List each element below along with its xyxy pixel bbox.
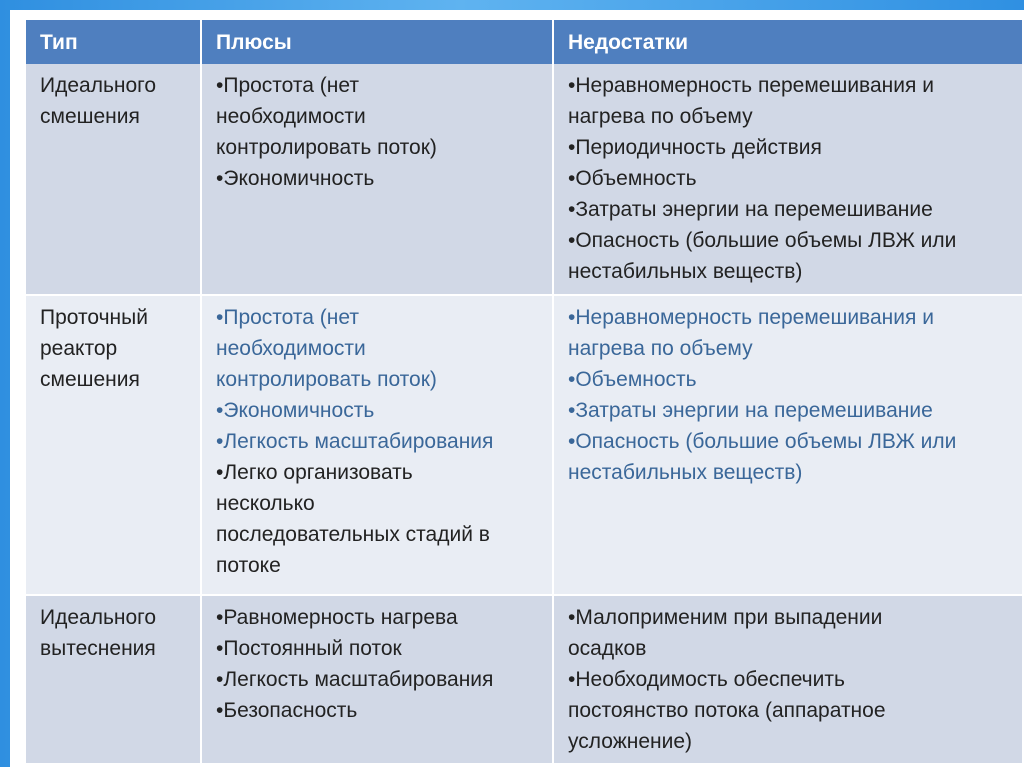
cons-line: •Неравномерность перемешивания и xyxy=(568,74,934,97)
pros-cell xyxy=(201,295,553,595)
pros-line: •Экономичность xyxy=(216,167,375,190)
cons-cell xyxy=(553,295,1022,595)
cons-line: •Необходимость обеспечить xyxy=(568,668,845,691)
comparison-table xyxy=(26,20,1022,765)
table-row xyxy=(26,295,1022,595)
pros-line: несколько xyxy=(216,492,315,515)
slide xyxy=(10,10,1024,767)
cons-line: •Неравномерность перемешивания и xyxy=(568,306,934,329)
pros-line: •Простота (нет xyxy=(216,306,359,329)
table-row xyxy=(26,595,1022,764)
pros-line: необходимости xyxy=(216,337,366,360)
pros-line: последовательных стадий в xyxy=(216,523,490,546)
pros-line: контролировать поток) xyxy=(216,136,437,159)
header-pros: Плюсы xyxy=(201,20,553,64)
header-cons: Недостатки xyxy=(553,20,1022,64)
cons-line: •Объемность xyxy=(568,167,697,190)
cons-line: нестабильных веществ) xyxy=(568,260,803,283)
type-line: Идеального xyxy=(40,74,157,97)
cons-line: •Затраты энергии на перемешивание xyxy=(568,399,933,422)
pros-line: •Экономичность xyxy=(216,399,375,422)
cons-line: •Опасность (большие объемы ЛВЖ или xyxy=(568,229,957,252)
type-line: вытеснения xyxy=(40,637,156,660)
pros-line: потоке xyxy=(216,554,281,577)
pros-cell xyxy=(201,64,553,295)
cons-cell xyxy=(553,595,1022,764)
pros-line: •Безопасность xyxy=(216,699,358,722)
cons-line: •Периодичность действия xyxy=(568,136,822,159)
cons-line: •Опасность (большие объемы ЛВЖ или xyxy=(568,430,957,453)
pros-line: •Легко организовать xyxy=(216,461,413,484)
cons-line: •Объемность xyxy=(568,368,697,391)
type-cell xyxy=(26,295,201,595)
pros-line: •Легкость масштабирования xyxy=(216,430,494,453)
cons-line: постоянство потока (аппаратное xyxy=(568,699,886,722)
pros-line: •Простота (нет xyxy=(216,74,359,97)
cons-line: усложнение) xyxy=(568,730,693,753)
pros-cell xyxy=(201,595,553,764)
type-line: смешения xyxy=(40,368,140,391)
cons-cell xyxy=(553,64,1022,295)
pros-line: необходимости xyxy=(216,105,366,128)
type-line: смешения xyxy=(40,105,140,128)
pros-line: •Равномерность нагрева xyxy=(216,606,458,629)
cons-line: нагрева по объему xyxy=(568,337,753,360)
cons-line: •Затраты энергии на перемешивание xyxy=(568,198,933,221)
type-line: Идеального xyxy=(40,606,157,629)
cons-line: •Малоприменим при выпадении xyxy=(568,606,883,629)
pros-line: •Постоянный поток xyxy=(216,637,402,660)
header-type: Тип xyxy=(26,20,201,64)
table-row xyxy=(26,64,1022,295)
cons-line: осадков xyxy=(568,637,647,660)
type-line: реактор xyxy=(40,337,118,360)
cons-line: нагрева по объему xyxy=(568,105,753,128)
type-cell xyxy=(26,595,201,764)
type-line: Проточный xyxy=(40,306,148,329)
table-header-row xyxy=(26,20,1022,64)
cons-line: нестабильных веществ) xyxy=(568,461,803,484)
pros-line: •Легкость масштабирования xyxy=(216,668,494,691)
pros-line: контролировать поток) xyxy=(216,368,437,391)
type-cell xyxy=(26,64,201,295)
